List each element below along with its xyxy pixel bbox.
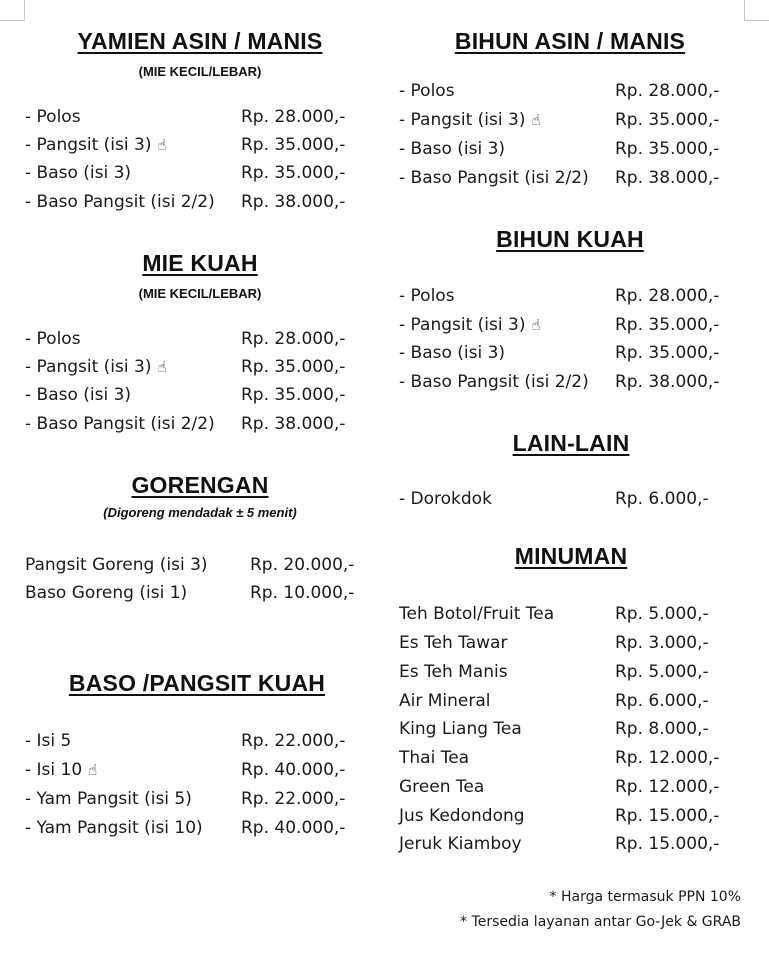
menu-item bbox=[399, 715, 744, 743]
section-title-minuman: MINUMAN bbox=[514, 543, 628, 569]
menu-item-price: Rp. 3.000,- bbox=[615, 633, 709, 653]
footnote-ppn: * Harga termasuk PPN 10% bbox=[549, 889, 741, 905]
pointing-hand-icon: ☝ bbox=[157, 136, 167, 154]
menu-item bbox=[399, 339, 744, 367]
menu-item-name: Air Mineral bbox=[399, 691, 491, 711]
menu-item-name: Thai Tea bbox=[399, 748, 470, 768]
pointing-hand-icon: ☝ bbox=[157, 358, 167, 376]
menu-item-price: Rp. 20.000,- bbox=[250, 555, 355, 575]
menu-item-price: Rp. 5.000,- bbox=[615, 604, 709, 624]
menu-item bbox=[25, 325, 365, 353]
menu-item-name: Jeruk Kiamboy bbox=[399, 834, 522, 854]
menu-item-name: Teh Botol/Fruit Tea bbox=[399, 604, 555, 624]
menu-item-price: Rp. 35.000,- bbox=[615, 139, 720, 159]
menu-item-price: Rp. 28.000,- bbox=[241, 329, 346, 349]
menu-item-name: Es Teh Tawar bbox=[399, 633, 508, 653]
menu-item-name: - Yam Pangsit (isi 5) bbox=[25, 789, 192, 809]
pointing-hand-icon: ☝ bbox=[531, 316, 541, 334]
menu-item-price: Rp. 12.000,- bbox=[615, 748, 720, 768]
section-subtitle-gorengan: (Digoreng mendadak ± 5 menit) bbox=[103, 505, 297, 520]
menu-item bbox=[399, 629, 744, 657]
menu-item-price: Rp. 35.000,- bbox=[241, 357, 346, 377]
menu-item bbox=[399, 802, 744, 830]
menu-item-name: Pangsit Goreng (isi 3) bbox=[25, 555, 208, 575]
menu-item-name: - Polos bbox=[399, 286, 455, 306]
menu-item-price: Rp. 35.000,- bbox=[241, 135, 346, 155]
menu-item bbox=[399, 744, 744, 772]
menu-item bbox=[25, 131, 365, 159]
section-title-bihun-kuah: BIHUN KUAH bbox=[496, 226, 644, 252]
section-title-gorengan: GORENGAN bbox=[131, 472, 269, 498]
menu-item-name: - Isi 5 bbox=[25, 731, 72, 751]
pointing-hand-icon: ☝ bbox=[531, 111, 541, 129]
menu-item-price: Rp. 38.000,- bbox=[615, 372, 720, 392]
menu-item bbox=[399, 830, 744, 858]
page-corner-mark-right bbox=[744, 0, 769, 21]
section-title-bihun: BIHUN ASIN / MANIS bbox=[454, 28, 686, 54]
menu-item bbox=[399, 773, 744, 801]
menu-item bbox=[25, 159, 365, 187]
menu-item-price: Rp. 6.000,- bbox=[615, 489, 709, 509]
menu-item-price: Rp. 22.000,- bbox=[241, 731, 346, 751]
menu-item bbox=[25, 188, 365, 216]
menu-item bbox=[399, 77, 744, 105]
menu-item bbox=[25, 353, 365, 381]
section-subtitle-miekuah: (MIE KECIL/LEBAR) bbox=[138, 286, 262, 301]
menu-item bbox=[25, 785, 365, 813]
menu-item-price: Rp. 38.000,- bbox=[241, 414, 346, 434]
menu-item-price: Rp. 15.000,- bbox=[615, 834, 720, 854]
menu-item bbox=[399, 106, 744, 134]
menu-item bbox=[399, 311, 744, 339]
menu-item bbox=[399, 282, 744, 310]
menu-item-name: - Pangsit (isi 3) bbox=[25, 135, 152, 155]
menu-item-price: Rp. 15.000,- bbox=[615, 806, 720, 826]
menu-item-price: Rp. 6.000,- bbox=[615, 691, 709, 711]
menu-item bbox=[399, 658, 744, 686]
menu-item-price: Rp. 35.000,- bbox=[615, 110, 720, 130]
menu-item-name: - Baso (isi 3) bbox=[25, 385, 132, 405]
page-corner-mark-left bbox=[0, 0, 25, 21]
menu-item-price: Rp. 22.000,- bbox=[241, 789, 346, 809]
section-subtitle-yamien: (MIE KECIL/LEBAR) bbox=[138, 64, 262, 79]
footnote-delivery: * Tersedia layanan antar Go-Jek & GRAB bbox=[460, 914, 741, 930]
menu-item-name: - Polos bbox=[399, 81, 455, 101]
menu-item-price: Rp. 28.000,- bbox=[615, 286, 720, 306]
menu-item-price: Rp. 8.000,- bbox=[615, 719, 709, 739]
menu-item-price: Rp. 10.000,- bbox=[250, 583, 355, 603]
menu-item-name: - Baso (isi 3) bbox=[399, 139, 506, 159]
menu-item bbox=[25, 579, 370, 607]
menu-item-name: - Baso (isi 3) bbox=[25, 163, 132, 183]
menu-item-name: - Baso Pangsit (isi 2/2) bbox=[25, 192, 215, 212]
menu-item bbox=[399, 368, 744, 396]
menu-item-price: Rp. 40.000,- bbox=[241, 818, 346, 838]
menu-item bbox=[25, 551, 370, 579]
menu-item-name: - Pangsit (isi 3) bbox=[399, 110, 526, 130]
menu-item-name: - Baso Pangsit (isi 2/2) bbox=[399, 168, 589, 188]
menu-item-name: Es Teh Manis bbox=[399, 662, 508, 682]
menu-item-name: Jus Kedondong bbox=[399, 806, 525, 826]
section-title-baso-pangsit-kuah: BASO /PANGSIT KUAH bbox=[68, 670, 326, 696]
pointing-hand-icon: ☝ bbox=[88, 761, 98, 779]
menu-item-name: - Polos bbox=[25, 329, 81, 349]
menu-item bbox=[399, 600, 744, 628]
menu-item bbox=[399, 164, 744, 192]
menu-item-price: Rp. 5.000,- bbox=[615, 662, 709, 682]
menu-item-name: - Yam Pangsit (isi 10) bbox=[25, 818, 203, 838]
menu-item-price: Rp. 40.000,- bbox=[241, 760, 346, 780]
menu-item-price: Rp. 35.000,- bbox=[241, 385, 346, 405]
menu-item bbox=[25, 103, 365, 131]
menu-item-name: - Baso Pangsit (isi 2/2) bbox=[25, 414, 215, 434]
menu-item-name: - Dorokdok bbox=[399, 489, 492, 509]
menu-item-price: Rp. 28.000,- bbox=[241, 107, 346, 127]
section-title-miekuah: MIE KUAH bbox=[142, 250, 258, 276]
menu-item bbox=[25, 727, 365, 755]
menu-item bbox=[399, 687, 744, 715]
menu-item-name: - Pangsit (isi 3) bbox=[25, 357, 152, 377]
menu-item-name: - Pangsit (isi 3) bbox=[399, 315, 526, 335]
menu-item-price: Rp. 12.000,- bbox=[615, 777, 720, 797]
menu-item-price: Rp. 35.000,- bbox=[615, 315, 720, 335]
menu-item-price: Rp. 28.000,- bbox=[615, 81, 720, 101]
menu-item bbox=[25, 814, 365, 842]
menu-item bbox=[399, 135, 744, 163]
menu-item-name: - Baso (isi 3) bbox=[399, 343, 506, 363]
section-title-yamien: YAMIEN ASIN / MANIS bbox=[77, 28, 323, 54]
menu-item-price: Rp. 35.000,- bbox=[615, 343, 720, 363]
menu-item-name: Baso Goreng (isi 1) bbox=[25, 583, 188, 603]
menu-item-name: - Polos bbox=[25, 107, 81, 127]
menu-item-name: - Isi 10 bbox=[25, 760, 83, 780]
section-title-lain-lain: LAIN-LAIN bbox=[512, 430, 630, 456]
menu-item-name: King Liang Tea bbox=[399, 719, 522, 739]
menu-item-price: Rp. 38.000,- bbox=[615, 168, 720, 188]
menu-item bbox=[25, 756, 365, 784]
menu-item bbox=[25, 381, 365, 409]
menu-item-name: - Baso Pangsit (isi 2/2) bbox=[399, 372, 589, 392]
menu-item-price: Rp. 35.000,- bbox=[241, 163, 346, 183]
menu-item-name: Green Tea bbox=[399, 777, 485, 797]
menu-item bbox=[25, 410, 365, 438]
menu-item bbox=[399, 485, 744, 513]
menu-item-price: Rp. 38.000,- bbox=[241, 192, 346, 212]
